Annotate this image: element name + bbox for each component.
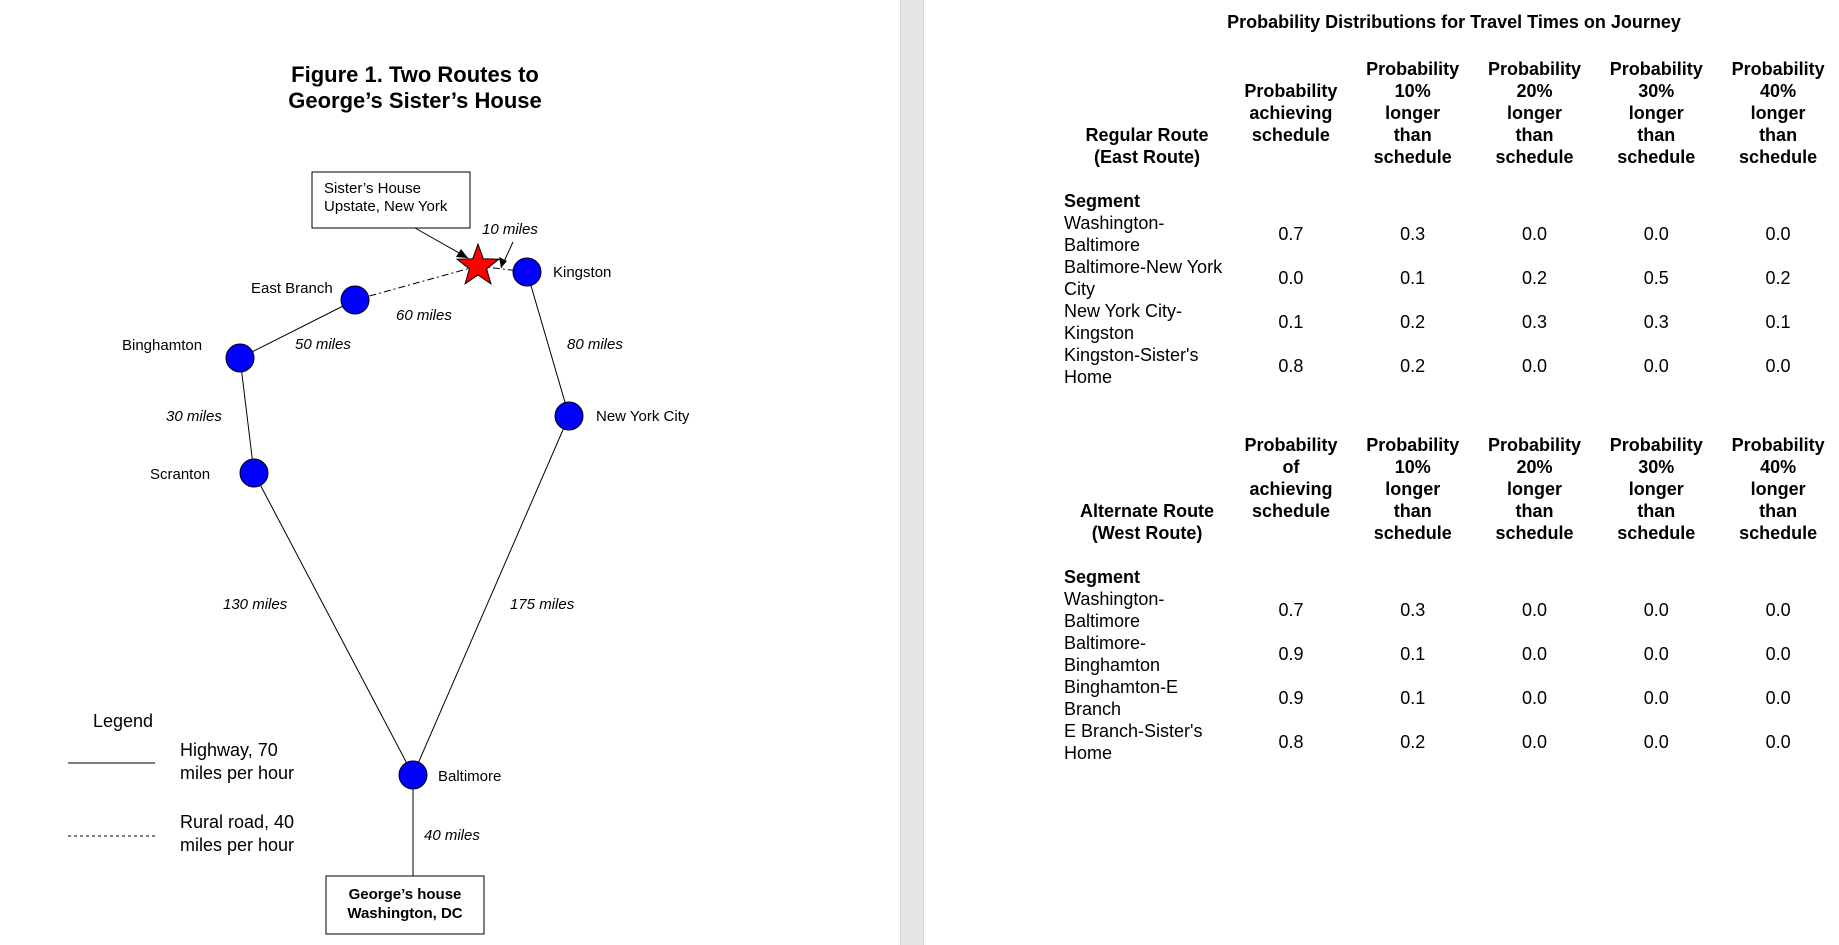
tables-page	[924, 0, 1839, 945]
value-cell: 0.1	[1400, 644, 1426, 664]
hdr-line: than	[1393, 501, 1432, 521]
hdr-line: schedule	[1495, 523, 1574, 543]
value-cell: 0.3	[1400, 224, 1426, 244]
value-cell: 0.2	[1400, 312, 1426, 332]
hdr-line: longer	[1506, 103, 1562, 123]
value-cell: 0.0	[1521, 224, 1547, 244]
hdr-line: 20%	[1516, 457, 1553, 477]
hdr-line: than	[1393, 125, 1432, 145]
value-cell: 0.0	[1765, 600, 1791, 620]
alternate-p40-header	[1717, 434, 1839, 544]
city-scranton	[240, 459, 268, 487]
tables-title: Probability Distributions for Travel Times on Journey	[1227, 12, 1681, 32]
hdr-line: Probability	[1609, 59, 1703, 79]
value-cell: 0.0	[1522, 688, 1548, 708]
regular-segment-label-row	[1064, 168, 1839, 212]
table-row	[1064, 256, 1839, 300]
city-baltimore	[399, 761, 427, 789]
value-cell: 0.2	[1400, 732, 1426, 752]
value-cell: 0.7	[1278, 224, 1304, 244]
hdr-line: Probability	[1488, 435, 1582, 455]
table-row	[1064, 344, 1839, 388]
value-cell: 0.0	[1522, 644, 1548, 664]
hdr-line: 30%	[1638, 457, 1675, 477]
alternate-p20-header	[1474, 434, 1596, 544]
alternate-segment-label-row	[1064, 544, 1839, 588]
hdr-line: 10%	[1394, 457, 1431, 477]
distance-kingston-nyc: 80 miles	[567, 336, 623, 353]
label-scranton: Scranton	[150, 466, 211, 483]
distance-scranton-baltimore: 130 miles	[223, 596, 288, 613]
road-kingston-nyc	[527, 272, 569, 416]
road-scranton-baltimore	[254, 473, 413, 775]
table-row	[1064, 212, 1839, 256]
sister-house-line2: Upstate, New York	[324, 198, 448, 215]
value-cell: 0.3	[1521, 312, 1547, 332]
figure-page	[0, 0, 900, 945]
city-binghamton	[226, 344, 254, 372]
segment-name: Washington-Baltimore	[1064, 213, 1165, 255]
value-cell: 0.0	[1643, 224, 1669, 244]
segment-name: Kingston-Sister's Home	[1064, 345, 1199, 387]
value-cell: 0.1	[1400, 268, 1426, 288]
segment-name: New York City-Kingston	[1064, 301, 1183, 343]
hdr-line: 30%	[1638, 81, 1675, 101]
segment-name: Binghamton-E Branch	[1064, 677, 1179, 719]
hdr-line: achieving	[1249, 103, 1333, 123]
city-kingston	[513, 258, 541, 286]
legend-highway-line2: miles per hour	[180, 763, 295, 783]
route-map	[0, 0, 900, 945]
george-house-line1: George’s house	[348, 886, 462, 903]
distance-kingston-sister: 10 miles	[482, 221, 538, 238]
hdr-line: Probability	[1244, 81, 1338, 101]
hdr-line: than	[1759, 125, 1798, 145]
hdr-line: Probability	[1487, 59, 1581, 79]
hdr-line: Probability	[1609, 435, 1703, 455]
city-east-branch	[341, 286, 369, 314]
regular-route-table	[1064, 58, 1839, 388]
regular-p40-header	[1717, 58, 1839, 168]
value-cell: 0.7	[1278, 600, 1304, 620]
distance-baltimore-washington: 40 miles	[424, 827, 480, 844]
value-cell: 0.2	[1521, 268, 1547, 288]
value-cell: 0.2	[1400, 356, 1426, 376]
alternate-p30-header	[1595, 434, 1717, 544]
distance-binghamton-eastbranch: 50 miles	[295, 336, 351, 353]
alternate-route-table	[1064, 434, 1839, 764]
hdr-line: than	[1637, 125, 1676, 145]
hdr-line: longer	[1385, 479, 1441, 499]
road-binghamton-scranton	[240, 358, 254, 473]
hdr-line: 10%	[1394, 81, 1431, 101]
hdr-line: longer	[1385, 103, 1441, 123]
sister-house-star-icon	[457, 244, 499, 284]
legend-highway-line1: Highway, 70	[180, 740, 278, 760]
label-new-york-city: New York City	[596, 408, 690, 425]
value-cell: 0.0	[1765, 224, 1791, 244]
label-binghamton: Binghamton	[122, 337, 203, 354]
value-cell: 0.0	[1521, 356, 1547, 376]
hdr-line: 40%	[1760, 81, 1797, 101]
hdr-spacer	[1234, 146, 1348, 168]
hdr-line: than	[1515, 501, 1554, 521]
hdr-line: Probability	[1366, 435, 1460, 455]
regular-p30-header	[1595, 58, 1717, 168]
value-cell: 0.1	[1400, 688, 1426, 708]
regular-route-line1: Regular Route	[1085, 125, 1209, 145]
value-cell: 0.0	[1765, 644, 1791, 664]
hdr-line: Probability	[1731, 435, 1825, 455]
legend-title: Legend	[93, 711, 154, 731]
value-cell: 0.3	[1643, 312, 1669, 332]
hdr-line: Probability	[1366, 59, 1460, 79]
value-cell: 0.0	[1643, 600, 1669, 620]
figure-title-line1: Figure 1. Two Routes to	[291, 62, 539, 87]
hdr-line: Probability	[1244, 435, 1338, 455]
value-cell: 0.0	[1522, 732, 1548, 752]
regular-route-line2: (East Route)	[1094, 147, 1201, 167]
segment-name: Washington-Baltimore	[1064, 589, 1165, 631]
page-divider	[900, 0, 924, 945]
legend-rural-line2: miles per hour	[180, 835, 295, 855]
alternate-achieve-header	[1230, 434, 1352, 544]
value-cell: 0.0	[1278, 268, 1304, 288]
hdr-line: of	[1282, 457, 1300, 477]
hdr-line: than	[1637, 501, 1676, 521]
alternate-p10-header	[1352, 434, 1474, 544]
distance-eastbranch-sister: 60 miles	[396, 307, 452, 324]
regular-achieve-header	[1230, 58, 1352, 168]
value-cell: 0.8	[1278, 732, 1304, 752]
hdr-line: schedule	[1739, 147, 1818, 167]
hdr-line: schedule	[1495, 147, 1574, 167]
label-baltimore: Baltimore	[438, 768, 502, 785]
hdr-line: than	[1515, 125, 1554, 145]
value-cell: 0.3	[1400, 600, 1426, 620]
figure-title-line2: George’s Sister’s House	[288, 88, 542, 113]
regular-p20-header	[1474, 58, 1596, 168]
regular-route-header	[1064, 58, 1230, 168]
value-cell: 0.0	[1765, 688, 1791, 708]
value-cell: 0.1	[1278, 312, 1304, 332]
hdr-line: than	[1759, 501, 1798, 521]
label-east-branch: East Branch	[251, 280, 333, 297]
segment-name: Baltimore-New York City	[1064, 257, 1223, 299]
city-new-york-city	[555, 402, 583, 430]
hdr-line: Probability	[1731, 59, 1825, 79]
hdr-line: 20%	[1516, 81, 1553, 101]
value-cell: 0.2	[1765, 268, 1791, 288]
value-cell: 0.0	[1643, 356, 1669, 376]
label-kingston: Kingston	[553, 264, 612, 281]
hdr-line: longer	[1750, 103, 1806, 123]
legend-rural-line1: Rural road, 40	[180, 812, 295, 832]
value-cell: 0.0	[1765, 356, 1791, 376]
table-row	[1064, 300, 1839, 344]
hdr-line: schedule	[1251, 125, 1330, 145]
regular-header-row	[1064, 58, 1839, 168]
distance-binghamton-scranton: 30 miles	[166, 408, 222, 425]
hdr-line: schedule	[1617, 147, 1696, 167]
value-cell: 0.0	[1765, 732, 1791, 752]
hdr-line: 40%	[1760, 457, 1797, 477]
hdr-line: schedule	[1617, 523, 1696, 543]
value-cell: 0.9	[1278, 644, 1304, 664]
hdr-line: schedule	[1251, 501, 1331, 521]
value-cell: 0.5	[1643, 268, 1669, 288]
arrowhead-sister	[456, 249, 468, 258]
alternate-header-row	[1064, 434, 1839, 544]
value-cell: 0.1	[1765, 312, 1791, 332]
segment-label: Segment	[1064, 567, 1141, 587]
value-cell: 0.8	[1278, 356, 1304, 376]
table-row	[1064, 588, 1839, 632]
alternate-route-header	[1064, 434, 1230, 544]
value-cell: 0.0	[1643, 644, 1669, 664]
value-cell: 0.0	[1643, 732, 1669, 752]
hdr-line: longer	[1507, 479, 1563, 499]
hdr-line: schedule	[1373, 523, 1452, 543]
table-row	[1064, 632, 1839, 676]
distance-nyc-baltimore: 175 miles	[510, 596, 575, 613]
hdr-line: schedule	[1373, 147, 1452, 167]
rural-eastbranch-sister	[355, 266, 478, 300]
george-house-line2: Washington, DC	[347, 905, 463, 922]
regular-p10-header	[1352, 58, 1474, 168]
segment-name: E Branch-Sister's Home	[1064, 721, 1203, 763]
hdr-line: longer	[1628, 103, 1684, 123]
value-cell: 0.9	[1278, 688, 1304, 708]
hdr-line: longer	[1628, 479, 1684, 499]
value-cell: 0.0	[1643, 688, 1669, 708]
value-cell: 0.0	[1522, 600, 1548, 620]
hdr-line: schedule	[1739, 523, 1818, 543]
alternate-route-line2: (West Route)	[1091, 523, 1203, 543]
hdr-spacer	[1234, 522, 1348, 544]
table-row	[1064, 676, 1839, 720]
hdr-line: longer	[1750, 479, 1806, 499]
alternate-route-line1: Alternate Route	[1080, 501, 1215, 521]
hdr-line: achieving	[1249, 479, 1333, 499]
table-row	[1064, 720, 1839, 764]
sister-house-line1: Sister’s House	[324, 180, 421, 197]
segment-label: Segment	[1064, 191, 1141, 211]
segment-name: Baltimore-Binghamton	[1064, 633, 1161, 675]
